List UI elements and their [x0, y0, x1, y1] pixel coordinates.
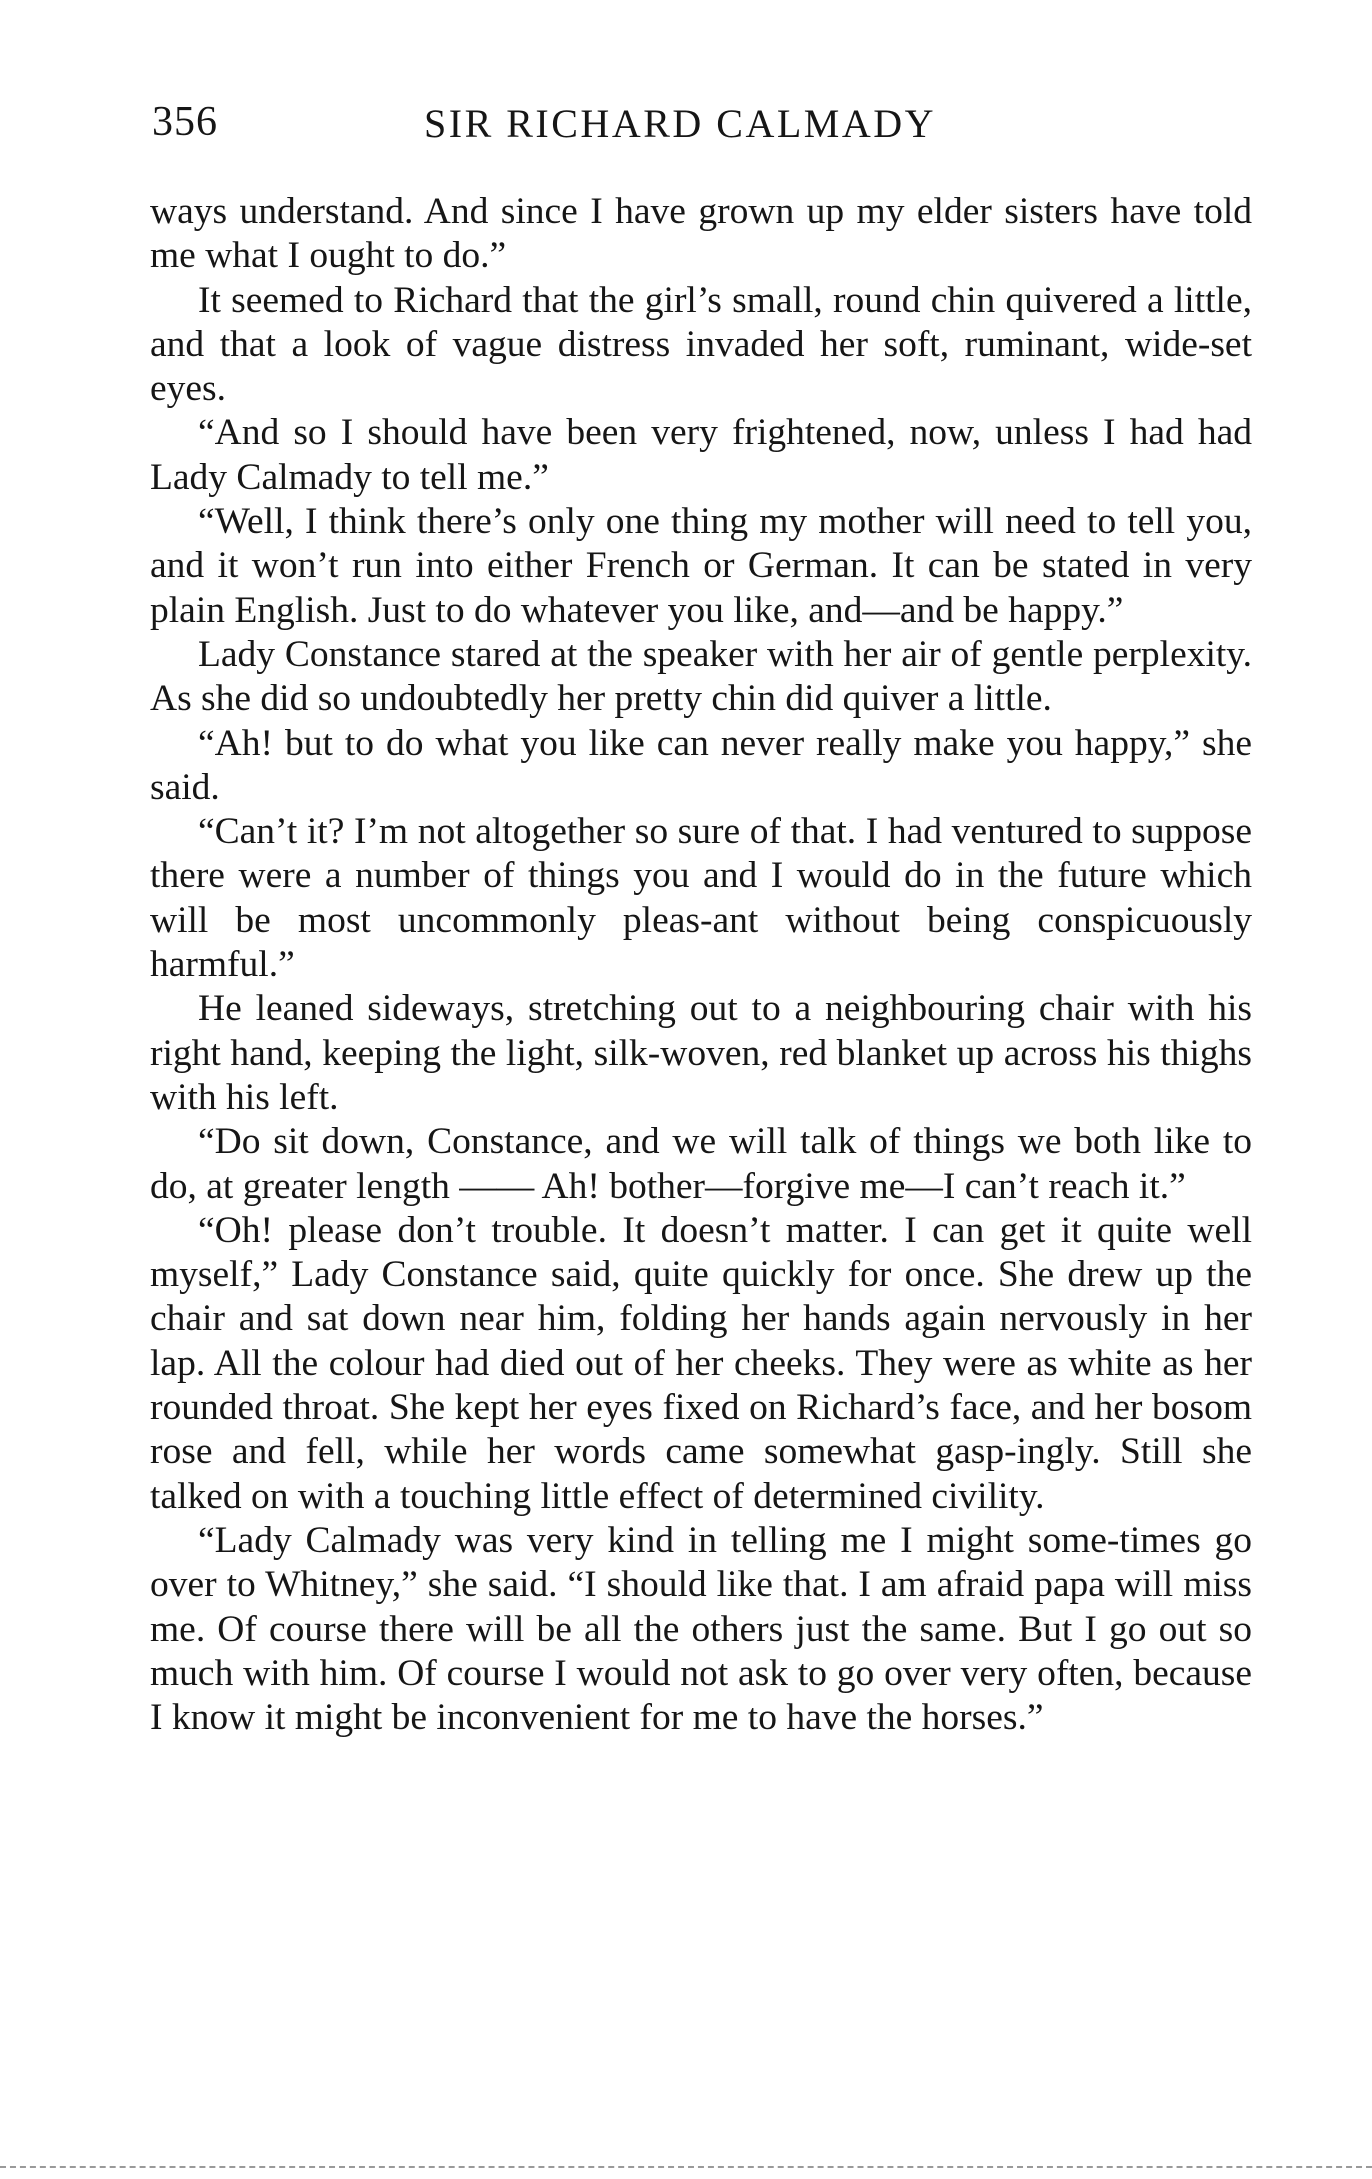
paragraph: It seemed to Richard that the girl’s small, round chin quivered a little, and that a look of vague distress invaded her soft, ruminant, wide-set eyes. — [150, 279, 1252, 410]
paragraph: “And so I should have been very frightened, now, unless I had had Lady Calmady to tell me.” — [150, 412, 1252, 498]
paragraph: “Lady Calmady was very kind in telling me I might some-times go over to Whitney,” she said. “I should like that. I am afraid papa will miss me. Of course there will be all the others just the same. But I go out so much with him. Of course I would not ask to go over very often, because I know it might be inconvenient for me to have the horses.” — [150, 1519, 1252, 1739]
book-title: SIR RICHARD CALMADY — [424, 101, 936, 146]
paragraph-continued: ways understand. And since I have grown up my elder sisters have told me what I ought to do.” — [150, 191, 1252, 277]
scan-edge-line — [0, 2166, 1372, 2168]
paragraph: “Do sit down, Constance, and we will talk of things we both like to do, at greater length —— Ah! bother—forgive me—I can’t reach it.” — [150, 1121, 1252, 1207]
running-head — [152, 98, 1252, 158]
body-text — [150, 190, 1252, 1740]
paragraph: Lady Constance stared at the speaker with her air of gentle perplexity. As she did so undoubtedly her pretty chin did quiver a little. — [150, 633, 1252, 720]
paragraph: “Can’t it? I’m not altogether so sure of that. I had ventured to suppose there were a number of things you and I would do in the future which will be most uncommonly pleas-ant without being conspicuously harmful.” — [150, 811, 1252, 986]
page-number: 356 — [152, 99, 218, 145]
paragraph: “Ah! but to do what you like can never really make you happy,” she said. — [150, 722, 1252, 808]
paragraph: “Oh! please don’t trouble. It doesn’t matter. I can get it quite well myself,” Lady Constance said, quite quickly for once. She drew up the chair and sat down near him, folding her hands again nervously in her lap. All the colour had died out of her cheeks. They were as white as her rounded throat. She kept her eyes fixed on Richard’s face, and her bosom rose and fell, while her words came somewhat gasp-ingly. Still she talked on with a touching little effect of determined civility. — [150, 1209, 1252, 1517]
paragraph: “Well, I think there’s only one thing my mother will need to tell you, and it won’t run into either French or German. It can be stated in very plain English. Just to do whatever you like, and—and be happy.” — [150, 501, 1252, 631]
paragraph: He leaned sideways, stretching out to a neighbouring chair with his right hand, keeping the light, silk-woven, red blanket up across his thighs with his left. — [150, 988, 1252, 1118]
